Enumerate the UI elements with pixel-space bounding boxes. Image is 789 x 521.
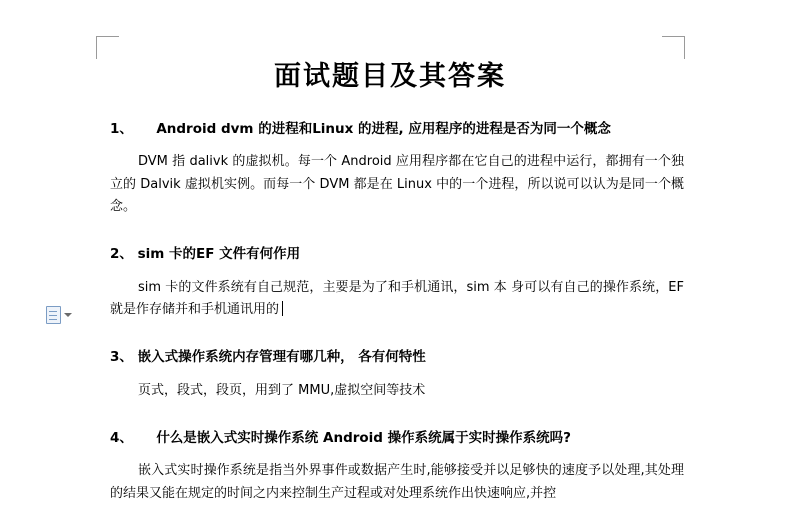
heading-2-text: sim 卡的EF 文件有何作用 (137, 246, 301, 263)
chevron-down-icon[interactable] (64, 313, 72, 317)
document-content (96, 40, 684, 505)
heading-1 (110, 119, 684, 139)
heading-1-text: Android dvm 的进程和Linux 的进程, 应用程序的进程是否为同一个概念 (156, 121, 611, 137)
paragraph-2-text: sim 卡的文件系统有自己规范，主要是为了和手机通讯，sim 本 身可以有自己的操作系统，EF 就是作存储并和手机通讯用的 (110, 279, 684, 317)
heading-4 (110, 428, 684, 448)
gutter-marker[interactable] (46, 305, 74, 325)
heading-3-text: 嵌入式操作系统内存管理有哪几种， 各有何特性 (137, 349, 426, 366)
heading-2 (110, 244, 684, 264)
paragraph-2 (110, 277, 684, 322)
paragraph-3: 页式，段式，段页，用到了 MMU,虚拟空间等技术 (138, 382, 426, 398)
heading-3-number: 3、 (110, 349, 133, 366)
heading-2-number: 2、 (110, 246, 133, 263)
paragraph-4: 嵌入式实时操作系统是指当外界事件或数据产生时,能够接受并以足够快的速度予以处理,其处理的结果又能在规定的时间之内来控制生产过程或对处理系统作出快速响应,并控 (110, 463, 684, 501)
text-cursor (282, 301, 283, 316)
heading-4-number: 4、 (110, 429, 133, 446)
document-marker-icon (46, 306, 61, 324)
heading-4-text: 什么是嵌入式实时操作系统 Android 操作系统属于实时操作系统吗? (156, 429, 571, 446)
page-title: 面试题目及其答案 (274, 61, 506, 92)
heading-3 (110, 347, 684, 367)
heading-1-number: 1、 (110, 121, 133, 137)
paragraph-1: DVM 指 dalivk 的虚拟机。每一个 Android 应用程序都在它自己的进程中运行，都拥有一个独立的 Dalvik 虚拟机实例。而每一个 DVM 都是在 Linux 中的一个进程，所以说可以认为是同一个概念。 (110, 154, 684, 214)
